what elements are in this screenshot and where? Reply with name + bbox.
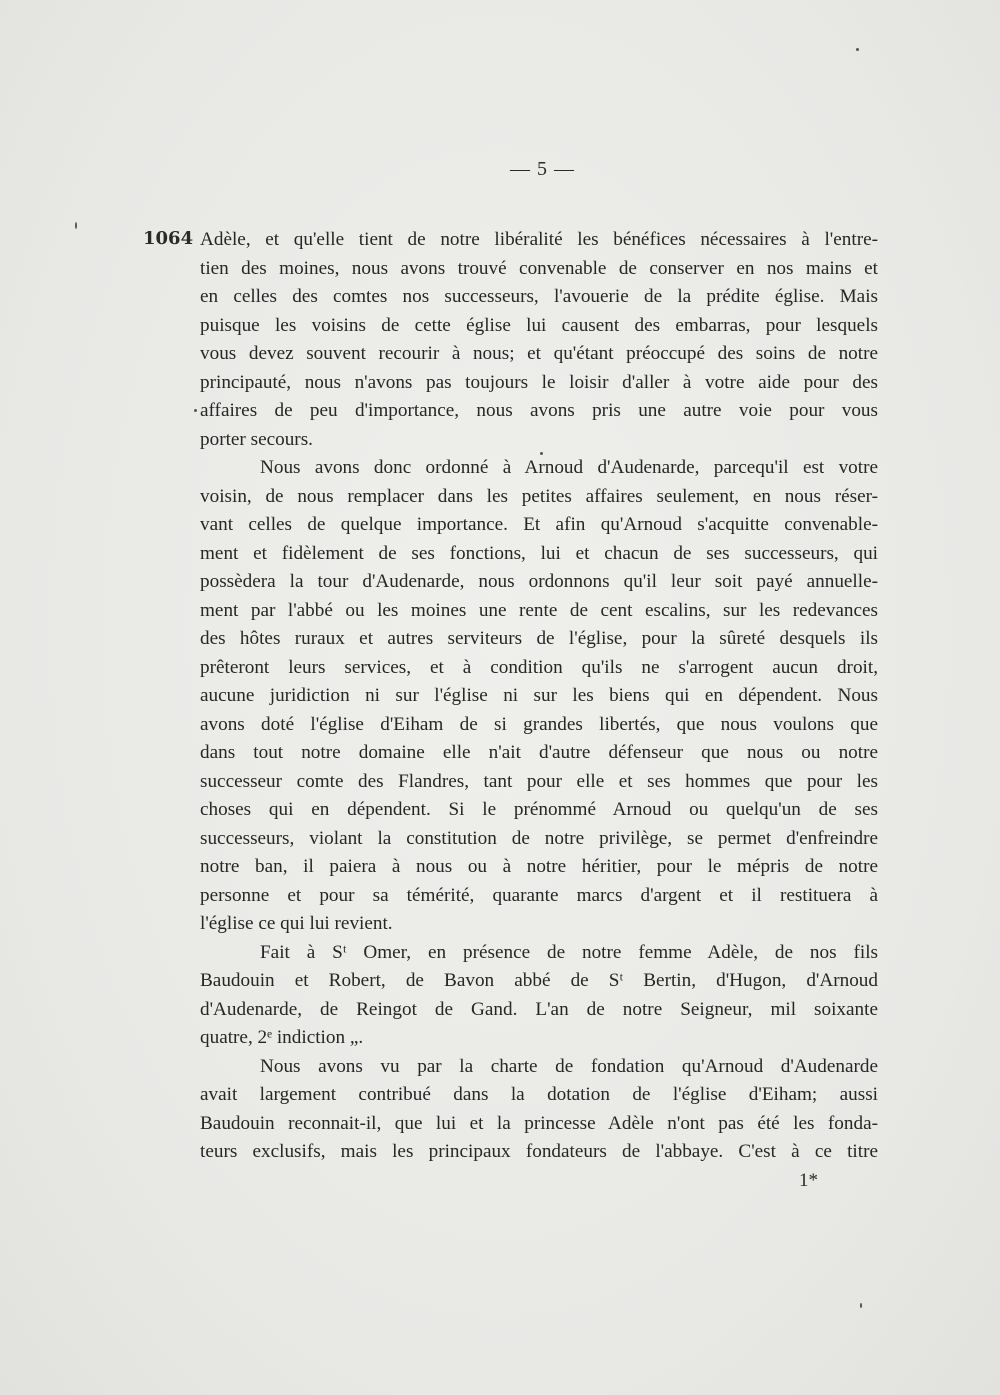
text-line: aucune juridiction ni sur l'église ni sur les biens qui en dépendent. Nous	[200, 685, 878, 706]
text-line: puisque les voisins de cette église lui causent des embarras, pour lesquels	[200, 314, 878, 336]
margin-year: 1064	[143, 228, 194, 249]
text-line: Fait à Sᵗ Omer, en présence de notre femme Adèle, de nos fils	[260, 941, 878, 963]
text-line: notre ban, il paiera à nous ou à notre héritier, pour le mépris de notre	[200, 856, 878, 877]
text-line: avait largement contribué dans la dotation de l'église d'Eiham; aussi	[200, 1084, 878, 1105]
text-line: des hôtes ruraux et autres serviteurs de l'église, pour la sûreté desquels ils	[200, 628, 878, 649]
paper-speck	[75, 222, 77, 229]
text-line: en celles des comtes nos successeurs, l'avouerie de la prédite église. Mais	[200, 286, 878, 307]
text-line: successeurs, violant la constitution de notre privilège, se permet d'enfreindre	[200, 827, 878, 849]
text-line: quatre, 2ᵉ indiction „.	[200, 1027, 364, 1048]
text-line: ment et fidèlement de ses fonctions, lui et chacun de ses successeurs, qui	[200, 542, 878, 564]
text-line: prêteront leurs services, et à condition qu'ils ne s'arrogent aucun droit,	[200, 656, 878, 678]
text-line: teurs exclusifs, mais les principaux fondateurs de l'abbaye. C'est à ce titre	[200, 1141, 878, 1162]
paper-speck	[194, 409, 197, 412]
paper-speck	[860, 1303, 862, 1308]
text-line: principauté, nous n'avons pas toujours le loisir d'aller à votre aide pour des	[200, 371, 878, 393]
text-line: tien des moines, nous avons trouvé convenable de conserver en nos mains et	[200, 257, 878, 279]
text-line: porter secours.	[200, 428, 313, 450]
paper-speck	[540, 452, 543, 455]
text-line: vant celles de quelque importance. Et afin qu'Arnoud s'acquitte convenable-	[200, 514, 878, 535]
text-line: dans tout notre domaine elle n'ait d'autre défenseur que nous ou notre	[200, 742, 878, 763]
text-line: choses qui en dépendent. Si le prénommé Arnoud ou quelqu'un de ses	[200, 799, 878, 820]
text-line: Baudouin reconnait-il, que lui et la princesse Adèle n'ont pas été les fonda-	[200, 1112, 878, 1134]
text-line: personne et pour sa témérité, quarante marcs d'argent et il restituera à	[200, 884, 878, 906]
text-line: Baudouin et Robert, de Bavon abbé de Sᵗ Bertin, d'Hugon, d'Arnoud	[200, 970, 878, 991]
text-line: l'église ce qui lui revient.	[200, 913, 393, 934]
text-line: ment par l'abbé ou les moines une rente de cent escalins, sur les redevances	[200, 599, 878, 621]
text-line: d'Audenarde, de Reingot de Gand. L'an de notre Seigneur, mil soixante	[200, 998, 878, 1020]
body-text	[200, 226, 878, 1167]
paper-speck	[856, 48, 859, 51]
signature-mark: 1*	[799, 1170, 818, 1191]
text-line: vous devez souvent recourir à nous; et qu'étant préoccupé des soins de notre	[200, 343, 878, 364]
page-number: — 5 —	[510, 158, 575, 180]
text-line: Nous avons vu par la charte de fondation qu'Arnoud d'Audenarde	[260, 1055, 878, 1077]
text-line: voisin, de nous remplacer dans les petites affaires seulement, en nous réser-	[200, 485, 878, 507]
text-line: affaires de peu d'importance, nous avons pris une autre voie pour vous	[200, 400, 878, 421]
text-line: successeur comte des Flandres, tant pour elle et ses hommes que pour les	[200, 770, 878, 792]
text-line: Adèle, et qu'elle tient de notre libéralité les bénéfices nécessaires à l'entre-	[200, 229, 878, 250]
text-line: avons doté l'église d'Eiham de si grandes libertés, que nous voulons que	[200, 713, 878, 735]
text-line: Nous avons donc ordonné à Arnoud d'Audenarde, parcequ'il est votre	[260, 457, 878, 478]
text-line: possèdera la tour d'Audenarde, nous ordonnons qu'il leur soit payé annuelle-	[200, 571, 878, 592]
